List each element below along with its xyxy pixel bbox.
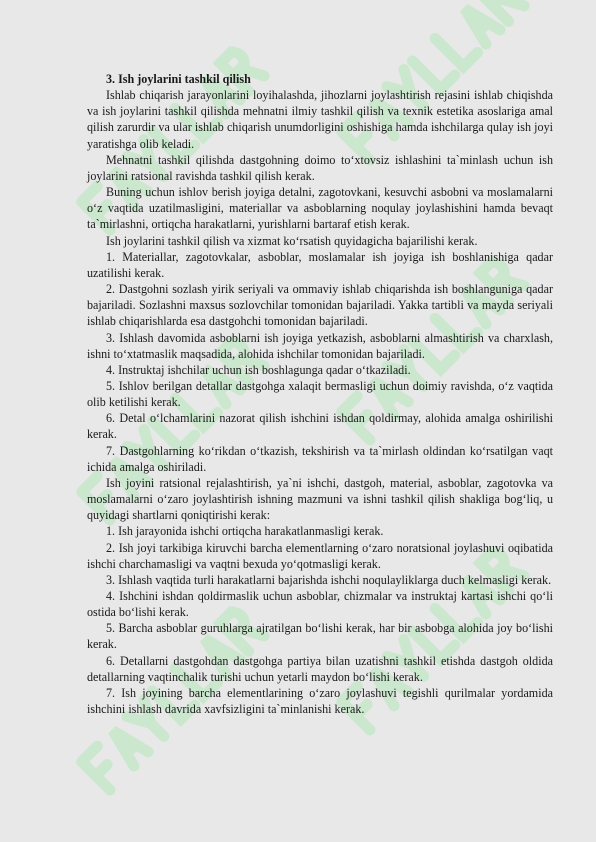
paragraph: 1. Materiallar, zagotovkalar, asboblar, moslamalar ish joyiga ish boshlanishiga qadar uzatilishi kerak.: [87, 249, 553, 280]
watermark-stroke: [82, 746, 126, 790]
section-heading: 3. Ish joylarini tashkil qilish: [106, 72, 251, 86]
paragraph: 6. Detallarni dastgohdan dastgohga partiya bilan uzatishni tashkil etishda dastgoh oldida detallarning vaqtinchalik turishi uchun yetarli maydon bo‘lishi kerak.: [87, 653, 553, 684]
paragraph: 1. Ish jarayonida ishchi ortiqcha harakatlanmasligi kerak.: [106, 524, 384, 539]
paragraph: 4. Ishchini ishdan qoldirmaslik uchun asboblar, chizmalar va instruktaj kartasi ishchi qo‘li ostida bo‘lishi kerak.: [87, 589, 553, 620]
paragraph: Ishlab chiqarish jarayonlarini loyihalashda, jihozlarni joylashtirish rejasini ishlab chiqishda va ish joylarini tashkil qilishda mehnatni ilmiy tashkil qilish va texnik estetika asoslariga amal qilish zarurdir va ular ishlab chiqarish unumdorligini oshishiga hamda ishchilarga qulay ish joyi yaratishga olib keladi.: [87, 88, 553, 151]
watermark-stroke: [480, 0, 524, 21]
paragraph: 5. Barcha asboblar guruhlarga ajratilgan bo‘lishi kerak, har bir asbobga alohida joy bo‘lishi kerak.: [87, 621, 553, 652]
paragraph: Ish joylarini tashkil qilish va xizmat ko‘rsatish quyidagicha bajarilishi kerak.: [106, 233, 478, 248]
document-body: [87, 71, 553, 717]
paragraph: Mehnatni tashkil qilishda dastgohning doimo to‘xtovsiz ishlashini ta`minlash uchun ish joylarini ratsional ravishda tashkil qilish kerak.: [87, 152, 553, 183]
paragraph: 3. Ishlash davomida asboblarni ish joyiga yetkazish, asboblarni almashtirish va charxlash, ishni to‘xtatmaslik maqsadida, alohida ishchilar tomonidan bajariladi.: [87, 330, 553, 361]
watermark-stroke: [435, 24, 477, 66]
paragraph: 5. Ishlov berilgan detallar dastgohga xalaqit bermasligi uchun doimiy ravishda, o‘z vaqtida olib ketilishi kerak.: [87, 378, 553, 410]
paragraph: 4. Instruktaj ishchilar uchun ish boshlagunga qadar o‘tkaziladi.: [106, 362, 411, 377]
paragraph-list: [87, 87, 553, 717]
paragraph: 6. Detal o‘lchamlarini nazorat qilish ishchini ishdan qoldirmay, alohida amalga oshirilishi kerak.: [87, 411, 553, 442]
paragraph: 3. Ishlash vaqtida turli harakatlarni bajarishda ishchi noqulayliklarga duch kelmasligi kerak.: [106, 572, 552, 587]
watermark-stroke: [458, 2, 500, 44]
watermark-stroke: [106, 724, 148, 766]
paragraph: 2. Dastgohni sozlash yirik seriyali va ommaviy ishlab chiqarishda ish boshlanguniga qadar bajariladi. Sozlashni maxsus sozlovchilar tomonidan bajariladi. Yakka tartibli va mayda seriyali ishlab chiqarishlarda esa dastgohchi tomonidan bajariladi.: [87, 282, 553, 329]
paragraph: Buning uchun ishlov berish joyiga detalni, zagotovkani, kesuvchi asbobni va moslamalarni o‘z vaqtida uzatilmasligini, materiallar va asboblarning noqulay joylashishini hamda bevaqt ta`mirlashni, ortiqcha harakatlarni, yurishlarni bartaraf etish kerak.: [87, 185, 553, 232]
paragraph: 7. Ish joyining barcha elementlarining o‘zaro joylashuvi tegishli qurilmalar yordamida ishchini ishlash davrida xavfsizligini ta`minlanishi kerak.: [87, 685, 553, 717]
paragraph: 7. Dastgohlarning ko‘rikdan o‘tkazish, tekshirish va ta`mirlash oldindan ko‘rsatilgan vaqt ichida amalga oshiriladi.: [87, 443, 553, 474]
paragraph: 2. Ish joyi tarkibiga kiruvchi barcha elementlarning o‘zaro noratsional joylashuvi oqibatida ishchi charchamasligi va vaqtni bexuda yo‘qotmasligi kerak.: [87, 540, 553, 571]
paragraph: Ish joyini ratsional rejalashtirish, ya`ni ishchi, dastgoh, material, asboblar, zagotovka va moslamalarni o‘zaro joylashtirish ishning mazmuni va ishni tashkil qilish shakliga bog‘liq, u quyidagi shartlarni qoniqtirishi kerak:: [87, 475, 553, 523]
